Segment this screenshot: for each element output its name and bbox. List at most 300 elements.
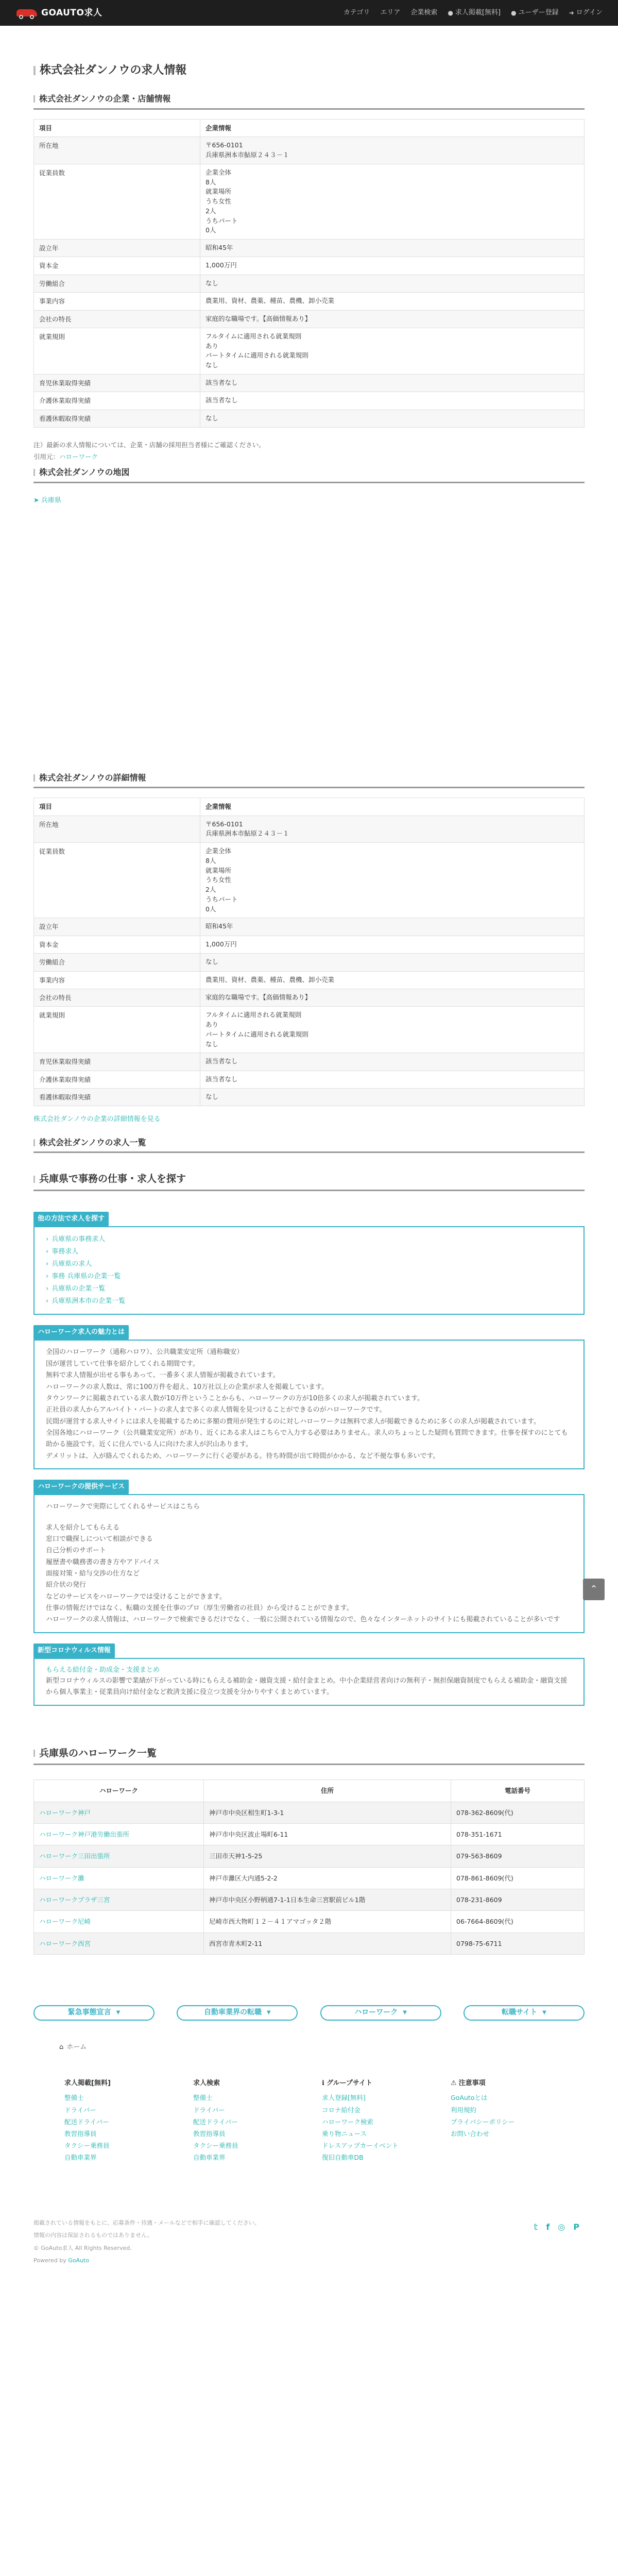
hellowork-support-tag: ハローワークの提供サービス	[33, 1480, 129, 1494]
main-content	[33, 26, 585, 2287]
footer-link[interactable]: 教習指導員	[64, 2129, 97, 2138]
other-way-link[interactable]: › 事務 兵庫県の企業一覧	[46, 1273, 121, 1280]
hellowork-link[interactable]: ハローワーク灘	[39, 1874, 84, 1882]
info-key: 従業員数	[34, 843, 200, 918]
info-value	[200, 1089, 585, 1106]
merit-paragraph: 全国のハローワーク（通称ハロワ）、公共職業安定所（通称職安）	[46, 1348, 244, 1357]
hellowork-table	[33, 1780, 585, 1955]
footer-column-heading	[322, 2078, 451, 2089]
nav-job-post[interactable]	[448, 8, 501, 18]
main-nav	[344, 8, 603, 18]
hw-address-cell: 尼崎市西大物町１２－４１アマゴッタ２階	[204, 1911, 451, 1933]
info-value-line: 企業全体	[205, 168, 232, 176]
support-line: ハローワークの求人情報は、ハローワークで検索できるだけでなく、一般に公開されている情報なので、色々なインターネットのサイトにも掲載されていることが多いです	[46, 1616, 560, 1624]
info-value	[200, 310, 585, 328]
company-info-table	[33, 119, 585, 428]
source-note	[33, 452, 585, 462]
footer-link[interactable]: ドライバー	[64, 2106, 96, 2114]
info-row	[34, 918, 585, 936]
covid-content	[33, 1658, 585, 1706]
footer-link[interactable]: タクシー乗務員	[193, 2141, 238, 2149]
hw-name-cell	[34, 1823, 204, 1845]
info-row	[34, 240, 585, 257]
footer-column	[322, 2078, 451, 2163]
footer-link[interactable]: 整備士	[64, 2094, 84, 2102]
info-value-line: 農業用、資材、農薬、種苗、農機、卸小売業	[205, 975, 335, 984]
map-area[interactable]	[33, 493, 585, 760]
info-row	[34, 1053, 585, 1071]
footer-column	[64, 2078, 193, 2163]
heading-bar-icon	[33, 1139, 35, 1146]
footer-link[interactable]: 自動車業界	[64, 2154, 97, 2162]
info-row	[34, 137, 585, 164]
table-row	[34, 1911, 585, 1933]
info-value	[200, 936, 585, 953]
info-value-line: 該当者なし	[205, 378, 238, 386]
user-plus-icon: ●	[511, 9, 517, 16]
footer-link[interactable]: 利用規約	[451, 2106, 477, 2114]
footer-link[interactable]: 配送ドライバー	[193, 2117, 238, 2126]
info-key: 就業規則	[34, 328, 200, 374]
info-value-line: 8人	[205, 178, 216, 186]
info-value	[200, 843, 585, 918]
footer-column-title: 求人検索	[193, 2079, 220, 2088]
merit-paragraph: ハローワークの求人数は、常に100万件を超え、10万社以上の企業が求人を掲載しています。	[46, 1383, 329, 1391]
chevron-up-icon: ⌃	[590, 1584, 598, 1595]
info-row	[34, 374, 585, 392]
info-value-line: 1,000万円	[205, 261, 237, 269]
list-item	[46, 1246, 572, 1258]
other-way-link[interactable]: › 兵庫県の事務求人	[46, 1235, 105, 1243]
info-value-line: 昭和45年	[205, 244, 233, 252]
footer-link[interactable]: タクシー乗務員	[64, 2141, 110, 2149]
hw-name-cell	[34, 1802, 204, 1823]
hellowork-support-text	[33, 1494, 585, 1633]
info-value	[200, 257, 585, 275]
hw-col-phone: 電話番号	[451, 1780, 585, 1802]
info-value-line: 2人	[205, 886, 216, 894]
hw-address-cell: 神戸市中央区相生町1-3-1	[204, 1802, 451, 1823]
info-value	[200, 971, 585, 989]
other-way-link[interactable]: › 兵庫県の企業一覧	[46, 1285, 105, 1293]
info-key: 所在地	[34, 816, 200, 843]
table-row	[34, 1845, 585, 1867]
info-value-line: 0人	[205, 226, 216, 234]
powered-label: Powered by	[33, 2257, 66, 2264]
company-info-rows	[34, 137, 585, 428]
hellowork-link[interactable]: ハローワークプラザ三宮	[39, 1896, 110, 1904]
footer-copyright: © GoAuto求人 All Rights Reserved.	[33, 2244, 132, 2251]
hw-phone-cell: 079-563-8609	[451, 1845, 585, 1867]
info-row	[34, 1007, 585, 1053]
powered-link[interactable]: GoAuto	[68, 2257, 90, 2264]
info-value-line: 〒656-0101	[205, 141, 243, 149]
support-line: などのサービスをハローワークでは受けることができます。	[46, 1592, 226, 1601]
info-value	[200, 989, 585, 1006]
site-logo[interactable]	[15, 6, 102, 20]
info-value	[200, 275, 585, 292]
support-line: 面接対策・給与交渉の仕方など	[46, 1569, 140, 1578]
page-title	[33, 62, 585, 79]
info-row	[34, 275, 585, 292]
detail-info-heading	[33, 772, 585, 789]
info-value	[200, 293, 585, 310]
footer-column	[193, 2078, 322, 2163]
covid-text: 新型コロナウィルスの影響で業績が下がっている時にもらえる補助金・融資支援・給付金まとめ。中小企業経営者向けの無利子・無担保融資制度でもらえる補助金・融資支援から個人事業主・従業員向け給付金など救済支援に役立つ支援を分かりやすくまとめています。	[46, 1677, 568, 1697]
info-key: 看護休暇取得実績	[34, 410, 200, 427]
hw-address-cell: 西宮市青木町2-11	[204, 1933, 451, 1954]
merit-paragraph: 国が運営していて仕事を紹介してくれる期間です。	[46, 1360, 199, 1368]
footer-column-heading	[451, 2078, 579, 2089]
user-icon: ●	[448, 9, 453, 16]
table-row	[34, 1802, 585, 1823]
hw-phone-cell: 078-861-8609(代)	[451, 1867, 585, 1889]
info-value-line: 就業場所	[205, 188, 232, 196]
hellowork-link[interactable]: ハローワーク神戸	[39, 1808, 91, 1817]
info-value-line: なし	[205, 1093, 219, 1101]
info-value	[200, 954, 585, 971]
table-row	[34, 1823, 585, 1845]
info-value-line: あり	[205, 342, 219, 350]
info-value-line: 企業全体	[205, 847, 232, 855]
pill-emergency-label: 緊急事態宣言	[67, 2008, 111, 2017]
info-value-line: 1,000万円	[205, 940, 237, 948]
nav-login[interactable]	[569, 8, 603, 18]
info-icon: ℹ	[322, 2079, 324, 2088]
info-key: 事業内容	[34, 971, 200, 989]
footer-link[interactable]: 求人登録[無料]	[322, 2094, 366, 2102]
info-value-line: 該当者なし	[205, 396, 238, 404]
hw-col-address: 住所	[204, 1780, 451, 1802]
job-list-title: 株式会社ダンノウの求人一覧	[39, 1137, 146, 1147]
info-row	[34, 293, 585, 310]
info-key: 育児休業取得実績	[34, 1053, 200, 1071]
map-location-link[interactable]	[33, 496, 61, 506]
info-key: 所在地	[34, 137, 200, 164]
heading-bar-icon	[33, 469, 35, 476]
info-value	[200, 1053, 585, 1071]
footer-link[interactable]: 復旧自動車DB	[322, 2154, 364, 2162]
info-value-line: うちパート	[205, 895, 238, 903]
info-value-line: なし	[205, 414, 219, 422]
merit-paragraph: 無料で求人情報が出せる事もあって、一番多く求人情報が掲載されています。	[46, 1371, 280, 1380]
footer-powered	[33, 2255, 585, 2267]
hellowork-link[interactable]: ハローワーク西宮	[39, 1939, 91, 1947]
info-key: 労働組合	[34, 275, 200, 292]
info-value	[200, 240, 585, 257]
info-row	[34, 971, 585, 989]
info-value-line: 8人	[205, 856, 216, 865]
hw-name-cell	[34, 1933, 204, 1954]
map-location-label: 兵庫県	[41, 496, 61, 504]
info-row	[34, 164, 585, 239]
navbar	[0, 0, 618, 26]
support-line: 仕事の情報だけではなく、転職の支援を仕事のプロ（厚生労働省の社員）から受けることができます。	[46, 1604, 353, 1613]
col-item: 項目	[34, 798, 200, 816]
covid-tag: 新型コロナウィルス情報	[33, 1643, 115, 1658]
hellowork-merit-tag: ハローワーク求人の魅力とは	[33, 1325, 129, 1340]
footer-link[interactable]: 配送ドライバー	[64, 2117, 109, 2126]
hellowork-link[interactable]: ハローワーク神戸港労働出張所	[39, 1830, 130, 1838]
info-key: 介護休業取得実績	[34, 392, 200, 410]
nav-login-label: ログイン	[576, 8, 603, 16]
pill-auto-industry[interactable]	[177, 2005, 298, 2021]
info-row	[34, 954, 585, 971]
info-value-line: 該当者なし	[205, 1075, 238, 1083]
car-logo-icon	[15, 6, 38, 20]
map-heading	[33, 466, 585, 483]
spacer	[46, 1513, 572, 1522]
other-ways-box	[33, 1212, 585, 1315]
table-row	[34, 1867, 585, 1889]
info-row	[34, 1089, 585, 1106]
hw-address-cell: 神戸市中央区波止場町6-11	[204, 1823, 451, 1845]
pill-job-sites-label: 転職サイト	[502, 2008, 538, 2017]
hw-phone-cell: 078-351-1671	[451, 1823, 585, 1845]
info-key: 労働組合	[34, 954, 200, 971]
hellowork-list-heading	[33, 1746, 585, 1765]
hw-phone-cell: 078-231-8609	[451, 1889, 585, 1911]
info-value	[200, 374, 585, 392]
site-name[interactable]: GOAUTO求人	[41, 7, 102, 18]
list-item	[46, 1270, 572, 1283]
list-item	[46, 1258, 572, 1270]
hw-name-cell	[34, 1867, 204, 1889]
footer-link[interactable]: ドレスアップカーイベント	[322, 2141, 399, 2149]
list-item	[46, 1283, 572, 1295]
footer-link[interactable]: 整備士	[193, 2094, 213, 2102]
covid-link[interactable]: もらえる給付金・助成金・支援まとめ	[46, 1666, 160, 1674]
info-key: 事業内容	[34, 293, 200, 310]
heading-bar-icon	[33, 774, 35, 782]
page-title-text: 株式会社ダンノウの求人情報	[40, 64, 187, 77]
breadcrumb-home[interactable]: ホーム	[66, 2043, 87, 2052]
home-icon: ⌂	[59, 2043, 64, 2052]
nav-category[interactable]: カテゴリ	[343, 8, 370, 16]
footer-column-heading	[193, 2078, 322, 2089]
col-value: 企業情報	[200, 798, 585, 816]
instagram-icon[interactable]: ◎	[558, 2222, 565, 2232]
detail-info-rows	[34, 816, 585, 1106]
footer-bottom	[33, 2217, 585, 2267]
list-item	[46, 1233, 572, 1246]
info-value-line: パートタイムに適用される就業規則	[205, 351, 308, 360]
info-value-line: うち女性	[205, 876, 232, 884]
info-row	[34, 1071, 585, 1088]
info-key: 設立年	[34, 918, 200, 936]
info-row	[34, 936, 585, 953]
info-value-line: なし	[205, 361, 219, 369]
chevron-down-icon: ▼	[116, 2010, 121, 2016]
support-line: ハローワークで実際にしてくれるサービスはこちら	[46, 1503, 200, 1511]
info-value	[200, 137, 585, 164]
nav-company-search[interactable]: 企業検索	[410, 8, 438, 16]
heading-bar-icon	[33, 95, 35, 103]
other-way-link[interactable]: › 兵庫県洲本市の企業一覧	[46, 1297, 125, 1305]
table-row	[34, 1933, 585, 1954]
info-key: 看護休暇取得実績	[34, 1089, 200, 1106]
col-value: 企業情報	[200, 119, 585, 137]
info-value-line: 〒656-0101	[205, 820, 243, 828]
info-key: 資本金	[34, 257, 200, 275]
info-value	[200, 816, 585, 843]
info-row	[34, 989, 585, 1006]
info-value	[200, 1007, 585, 1053]
info-key: 育児休業取得実績	[34, 374, 200, 392]
info-row	[34, 392, 585, 410]
footer-columns	[33, 2078, 585, 2163]
info-value	[200, 918, 585, 936]
footer-link[interactable]: 自動車業界	[193, 2154, 226, 2162]
twitter-icon[interactable]: 𝕥	[534, 2222, 538, 2232]
nav-area[interactable]: エリア	[380, 8, 401, 16]
chevron-down-icon: ▼	[542, 2010, 546, 2016]
info-value-line: なし	[205, 958, 219, 966]
job-list-heading	[33, 1137, 585, 1154]
footer-link[interactable]: コロナ給付金	[322, 2106, 361, 2114]
info-value	[200, 328, 585, 374]
pill-job-sites[interactable]	[464, 2005, 585, 2021]
info-value-line: なし	[205, 279, 219, 287]
footer-column	[451, 2078, 579, 2163]
other-way-link[interactable]: › 事務求人	[46, 1248, 78, 1256]
table-row	[34, 1889, 585, 1911]
col-item: 項目	[34, 119, 200, 137]
other-ways-list	[46, 1233, 572, 1308]
disclaimer-note: 注）最新の求人情報については、企業・店舗の採用担当者様にご確認ください。	[33, 441, 265, 449]
hw-address-cell: 神戸市中央区小野柄通7-1-1日本生命三宮駅前ビル1階	[204, 1889, 451, 1911]
footer-disclaimer: 掲載されている情報をもとに、応募条件・待遇・メールなどで相手に確認してください。	[33, 2219, 260, 2227]
footer-link[interactable]: 教習指導員	[193, 2129, 226, 2138]
detail-info-title: 株式会社ダンノウの詳細情報	[39, 772, 146, 783]
hellowork-rows	[34, 1802, 585, 1955]
info-value-line: 昭和45年	[205, 922, 233, 930]
info-value-line: 0人	[205, 905, 216, 913]
support-line: 自己分析のサポート	[46, 1547, 107, 1555]
support-line: 窓口で職探しについて相談ができる	[46, 1535, 153, 1543]
info-value-line: 家庭的な職場です。【高価情報あり】	[205, 993, 312, 1001]
footer-link[interactable]: GoAutoとは	[451, 2094, 488, 2102]
heading-bar-icon	[33, 1176, 35, 1183]
info-key: 介護休業取得実績	[34, 1071, 200, 1088]
covid-box	[33, 1643, 585, 1706]
company-info-title: 株式会社ダンノウの企業・店舗情報	[39, 94, 171, 104]
company-detail-link[interactable]: 株式会社ダンノウの企業の詳細情報を見る	[33, 1115, 161, 1124]
nav-user-register[interactable]	[511, 8, 559, 18]
info-value-line: 兵庫県洲本市鮎原２４３－１	[205, 829, 289, 838]
pill-emergency[interactable]	[33, 2005, 154, 2021]
hellowork-list-title: 兵庫県のハローワーク一覧	[39, 1747, 157, 1759]
other-ways-tag: 他の方法で求人を探す	[33, 1212, 109, 1226]
info-value-line: うち女性	[205, 197, 232, 206]
info-key: 会社の特長	[34, 989, 200, 1006]
footer-link[interactable]: ハローワーク検索	[322, 2117, 374, 2126]
footer-link[interactable]: 乗り物ニュース	[322, 2129, 367, 2138]
hyogo-jobs-title: 兵庫県で事務の仕事・求人を探す	[39, 1173, 186, 1185]
chevron-down-icon: ▼	[403, 2010, 407, 2016]
detail-info-table	[33, 798, 585, 1106]
info-row	[34, 816, 585, 843]
hw-phone-cell: 06-7664-8609(代)	[451, 1911, 585, 1933]
hw-address-cell: 神戸市灘区大内通5-2-2	[204, 1867, 451, 1889]
source-link[interactable]: ハローワーク	[59, 453, 98, 461]
info-value	[200, 410, 585, 427]
info-value-line: なし	[205, 1040, 219, 1048]
support-line: 履歴書や職務書の書き方やアドバイス	[46, 1558, 160, 1566]
info-row	[34, 843, 585, 918]
merit-paragraph: 全国各地にハローワーク（公共職業安定所）があり、近くにある求人はこちらで入力する必要はありません。求人のちょっとした疑問も質問できます。仕事を探すのにとても助かる施設です。近くに住んでいる人に向けた求人が沢山あります。	[46, 1429, 568, 1449]
info-value-line: あり	[205, 1021, 219, 1029]
footer-link[interactable]: プライバシーポリシー	[451, 2117, 515, 2126]
heading-bar-icon	[33, 1750, 35, 1757]
login-icon: ➜	[569, 9, 574, 16]
hw-address-cell: 三田市天神1-5-25	[204, 1845, 451, 1867]
hellowork-merit-text	[33, 1340, 585, 1469]
other-ways-links	[33, 1226, 585, 1315]
info-value-line: フルタイムに適用される就業規則	[205, 332, 302, 340]
info-row	[34, 310, 585, 328]
footer-link[interactable]: ドライバー	[193, 2106, 225, 2114]
info-value-line: フルタイムに適用される就業規則	[205, 1011, 302, 1019]
hellowork-link[interactable]: ハローワーク三田出張所	[39, 1852, 110, 1860]
info-value-line: 農業用、資材、農薬、種苗、農機、卸小売業	[205, 297, 335, 305]
info-key: 就業規則	[34, 1007, 200, 1053]
merit-paragraph: タウンワークに掲載されている求人数が10万件ということからも、ハローワークの方が10倍多くの求人が掲載されています。	[46, 1394, 424, 1402]
other-way-link[interactable]: › 兵庫県の求人	[46, 1260, 92, 1268]
title-bar-icon	[33, 66, 36, 75]
hw-phone-cell: 078-362-8609(代)	[451, 1802, 585, 1823]
info-key: 設立年	[34, 240, 200, 257]
info-value-line: 該当者なし	[205, 1057, 238, 1065]
footer-column-heading	[64, 2078, 193, 2089]
support-line: 求人を紹介してもらえる	[46, 1523, 120, 1532]
hellowork-merit-box	[33, 1325, 585, 1469]
hyogo-jobs-heading	[33, 1172, 585, 1191]
map-title: 株式会社ダンノウの地図	[39, 467, 130, 477]
info-row	[34, 257, 585, 275]
footer-column-title: 求人掲載[無料]	[64, 2079, 111, 2088]
hw-phone-cell: 0798-75-6711	[451, 1933, 585, 1954]
info-value	[200, 1071, 585, 1088]
info-value-line: パートタイムに適用される就業規則	[205, 1030, 308, 1038]
topic-pills	[33, 2005, 585, 2021]
hellowork-support-box	[33, 1480, 585, 1633]
hellowork-link[interactable]: ハローワーク尼崎	[39, 1918, 91, 1926]
info-row	[34, 328, 585, 374]
merit-paragraph: 民間が運営する求人サイトには求人を掲載するために多額の費用が発生するのに対しハローワークは無料で求人が掲載できるために多くの求人が掲載されています。	[46, 1417, 541, 1426]
hw-name-cell	[34, 1845, 204, 1867]
info-value-line: 就業場所	[205, 866, 232, 874]
footer-column-title: グループサイト	[326, 2079, 373, 2088]
info-key: 会社の特長	[34, 310, 200, 328]
info-value	[200, 392, 585, 410]
footer-column-title: 注意事項	[458, 2079, 486, 2088]
pill-auto-industry-label: 自動車業界の転職	[203, 2008, 262, 2017]
pill-hellowork[interactable]	[320, 2005, 441, 2021]
nav-user-register-label: ユーザー登録	[518, 8, 559, 16]
scroll-to-top-button[interactable]	[583, 1579, 605, 1600]
merit-paragraph: 正社員の求人からアルバイト・パートの求人まで多くの求人情報を見つけることができるのがハローワークです。	[46, 1406, 386, 1414]
breadcrumb	[33, 2042, 585, 2053]
footer-notice: 情報の内容は保証されるものではありません。	[33, 2232, 153, 2239]
location-arrow-icon: ➤	[33, 496, 39, 504]
hw-name-cell	[34, 1889, 204, 1911]
info-value-line: うちパート	[205, 216, 238, 225]
facebook-icon[interactable]: f	[546, 2222, 550, 2232]
nav-job-post-label: 求人掲載[無料]	[455, 8, 501, 16]
pinterest-icon[interactable]: P	[573, 2222, 579, 2232]
footer-link[interactable]: お問い合わせ	[451, 2129, 490, 2138]
